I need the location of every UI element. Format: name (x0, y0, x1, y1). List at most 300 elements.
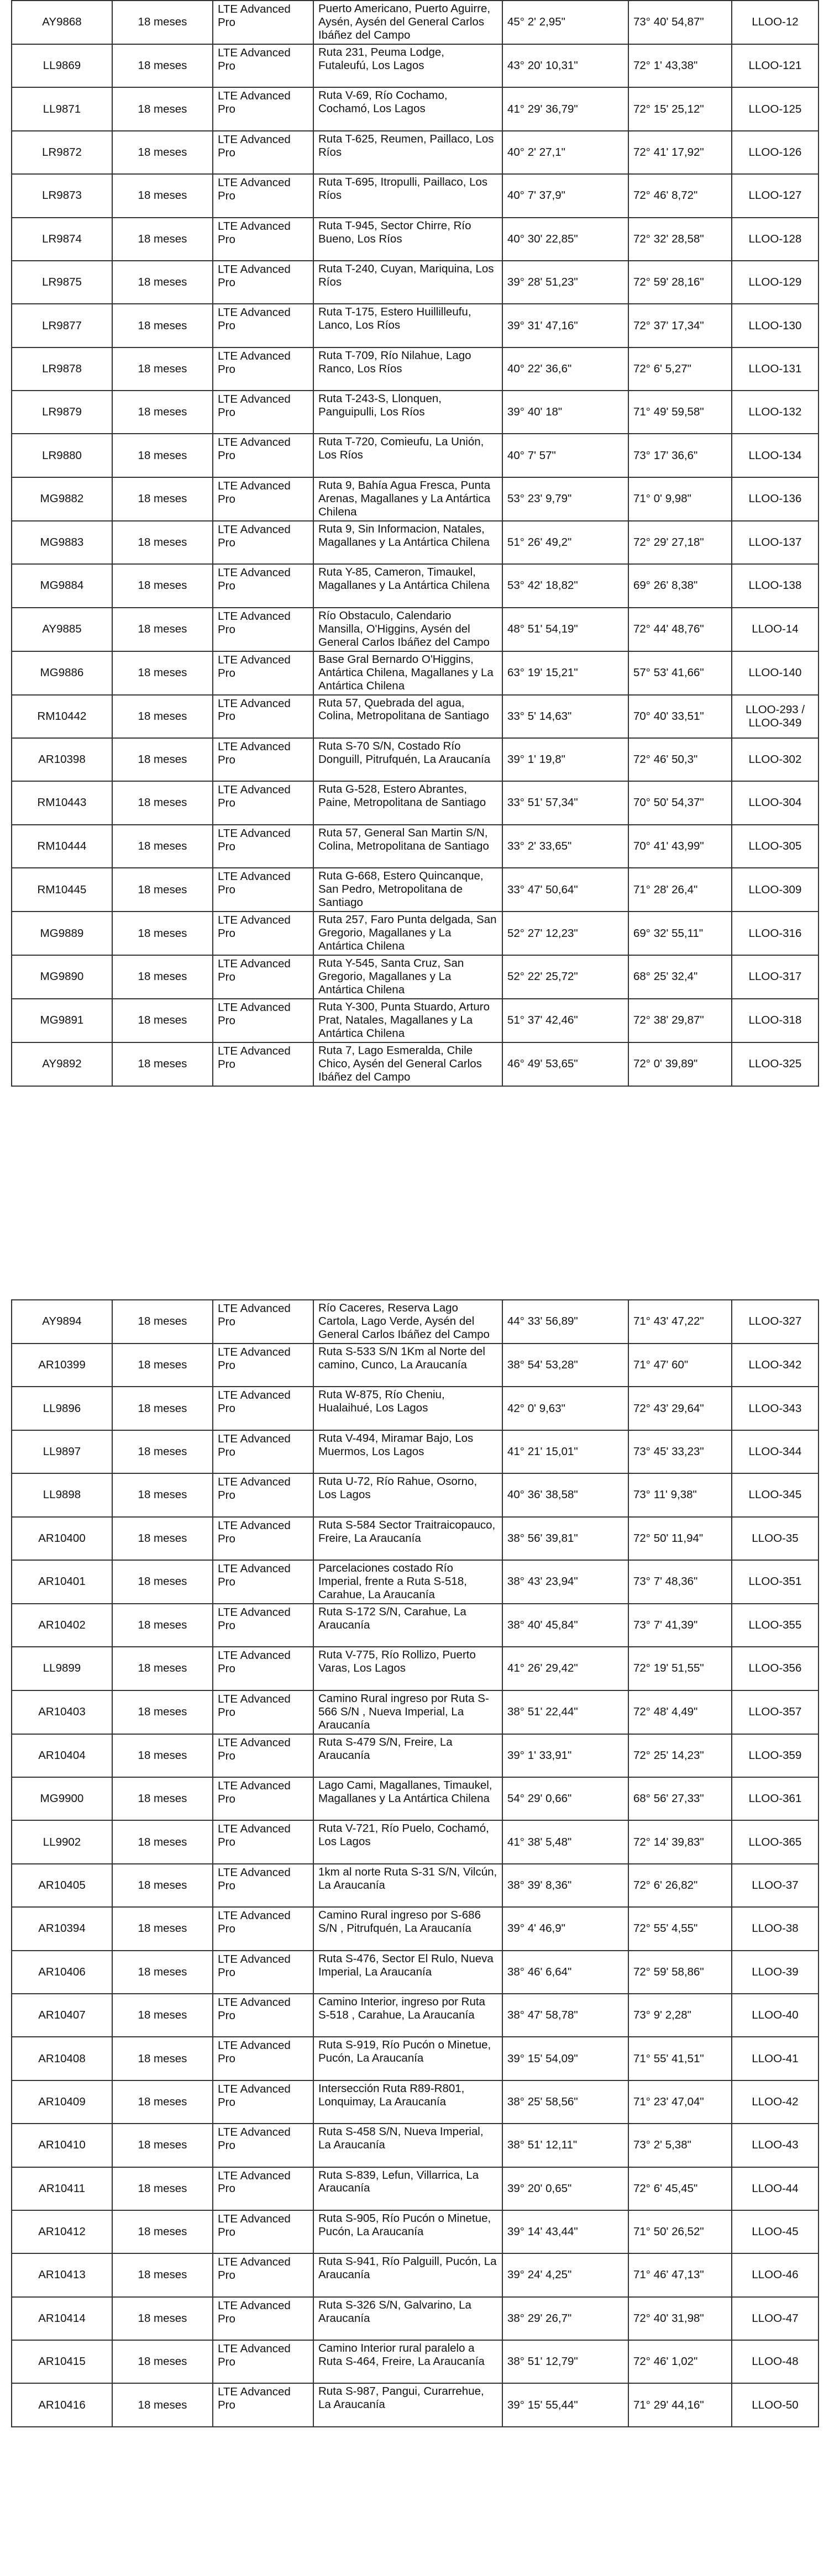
table-row (12, 2297, 818, 2340)
location-cell: Ruta W-875, Río Cheniu, Hualaihué, Los Lagos (313, 1387, 502, 1430)
site-id-cell: RM10442 (12, 695, 112, 738)
site-code-cell: LLOO-43 (732, 2124, 818, 2167)
duration-cell: 18 meses (112, 1951, 213, 1994)
location-cell: Camino Rural ingreso por Ruta S-566 S/N , Nueva Imperial, La Araucanía (313, 1690, 502, 1734)
longitude-cell: 72° 38' 29,87" (628, 999, 732, 1042)
latitude-cell: 39° 40' 18" (502, 391, 628, 434)
latitude-cell: 39° 31' 47,16" (502, 304, 628, 347)
site-code-cell: LLOO-41 (732, 2037, 818, 2080)
latitude-cell: 38° 25' 58,56" (502, 2080, 628, 2124)
table-row (12, 261, 818, 304)
latitude-cell: 39° 15' 54,09" (502, 2037, 628, 2080)
duration-cell: 18 meses (112, 1387, 213, 1430)
table-body (12, 1300, 818, 2427)
technology-cell: LTE Advanced Pro (213, 564, 313, 607)
duration-cell: 18 meses (112, 999, 213, 1042)
site-code-cell: LLOO-359 (732, 1734, 818, 1777)
table-row (12, 1690, 818, 1734)
technology-cell: LTE Advanced Pro (213, 1042, 313, 1086)
latitude-cell: 40° 36' 38,58" (502, 1473, 628, 1516)
technology-cell: LTE Advanced Pro (213, 1300, 313, 1344)
site-code-cell: LLOO-309 (732, 868, 818, 912)
site-code-cell: LLOO-125 (732, 87, 818, 130)
site-id-cell: LR9878 (12, 347, 112, 391)
site-code-cell: LLOO-345 (732, 1473, 818, 1516)
site-code-cell: LLOO-365 (732, 1820, 818, 1863)
technology-cell: LTE Advanced Pro (213, 1820, 313, 1863)
longitude-cell: 72° 37' 17,34" (628, 304, 732, 347)
technology-cell: LTE Advanced Pro (213, 695, 313, 738)
longitude-cell: 72° 46' 50,3" (628, 738, 732, 781)
table-row (12, 87, 818, 130)
site-code-cell: LLOO-316 (732, 912, 818, 955)
location-cell: Ruta T-945, Sector Chirre, Río Bueno, Los Ríos (313, 218, 502, 261)
longitude-cell: 68° 25' 32,4" (628, 955, 732, 999)
duration-cell: 18 meses (112, 1517, 213, 1560)
location-cell: Ruta S-458 S/N, Nueva Imperial, La Araucanía (313, 2124, 502, 2167)
site-id-cell: AR10407 (12, 1994, 112, 2037)
technology-cell: LTE Advanced Pro (213, 999, 313, 1042)
location-cell: Ruta T-243-S, Llonquen, Panguipulli, Los Ríos (313, 391, 502, 434)
site-code-cell: LLOO-40 (732, 1994, 818, 2037)
site-id-cell: AR10412 (12, 2210, 112, 2253)
location-cell: Ruta V-775, Río Rollizo, Puerto Varas, Los Lagos (313, 1647, 502, 1690)
location-cell: Ruta 9, Sin Informacion, Natales, Magallanes y La Antártica Chilena (313, 521, 502, 564)
table-row (12, 131, 818, 174)
duration-cell: 18 meses (112, 44, 213, 87)
duration-cell: 18 meses (112, 825, 213, 868)
table-row (12, 2253, 818, 2296)
table-row (12, 1430, 818, 1473)
location-cell: Ruta T-175, Estero Huillilleufu, Lanco, Los Ríos (313, 304, 502, 347)
site-id-cell: RM10445 (12, 868, 112, 912)
site-id-cell: LR9877 (12, 304, 112, 347)
latitude-cell: 38° 39' 8,36" (502, 1864, 628, 1907)
site-id-cell: AR10403 (12, 1690, 112, 1734)
technology-cell: LTE Advanced Pro (213, 477, 313, 521)
location-cell: Ruta 57, General San Martin S/N, Colina, Metropolitana de Santiago (313, 825, 502, 868)
duration-cell: 18 meses (112, 1777, 213, 1820)
longitude-cell: 73° 7' 48,36" (628, 1560, 732, 1604)
latitude-cell: 46° 49' 53,65" (502, 1042, 628, 1086)
technology-cell: LTE Advanced Pro (213, 131, 313, 174)
latitude-cell: 52° 27' 12,23" (502, 912, 628, 955)
latitude-cell: 38° 51' 12,79" (502, 2340, 628, 2383)
table-row (12, 999, 818, 1042)
latitude-cell: 44° 33' 56,89" (502, 1300, 628, 1344)
duration-cell: 18 meses (112, 1, 213, 44)
location-cell: Parcelaciones costado Río Imperial, frente a Ruta S-518, Carahue, La Araucanía (313, 1560, 502, 1604)
table-row (12, 1300, 818, 1344)
technology-cell: LTE Advanced Pro (213, 1560, 313, 1604)
technology-cell: LTE Advanced Pro (213, 391, 313, 434)
longitude-cell: 70° 50' 54,37" (628, 781, 732, 824)
table-body (12, 1, 818, 1086)
table-row (12, 1820, 818, 1863)
location-cell: Ruta T-709, Río Nilahue, Lago Ranco, Los Ríos (313, 347, 502, 391)
site-code-cell: LLOO-351 (732, 1560, 818, 1604)
location-cell: Ruta Y-300, Punta Stuardo, Arturo Prat, Natales, Magallanes y La Antártica Chilena (313, 999, 502, 1042)
duration-cell: 18 meses (112, 608, 213, 651)
site-id-cell: AR10414 (12, 2297, 112, 2340)
location-cell: Ruta V-494, Miramar Bajo, Los Muermos, Los Lagos (313, 1430, 502, 1473)
site-id-cell: MG9891 (12, 999, 112, 1042)
location-cell: Puerto Americano, Puerto Aguirre, Aysén, Aysén del General Carlos Ibáñez del Campo (313, 1, 502, 44)
location-cell: Ruta 257, Faro Punta delgada, San Gregorio, Magallanes y La Antártica Chilena (313, 912, 502, 955)
site-id-cell: LL9902 (12, 1820, 112, 1863)
table-row (12, 825, 818, 868)
site-code-cell: LLOO-42 (732, 2080, 818, 2124)
site-code-cell: LLOO-47 (732, 2297, 818, 2340)
latitude-cell: 39° 14' 43,44" (502, 2210, 628, 2253)
technology-cell: LTE Advanced Pro (213, 1734, 313, 1777)
table-row (12, 1042, 818, 1086)
longitude-cell: 69° 32' 55,11" (628, 912, 732, 955)
site-code-cell: LLOO-130 (732, 304, 818, 347)
duration-cell: 18 meses (112, 1907, 213, 1950)
table-row (12, 1, 818, 44)
technology-cell: LTE Advanced Pro (213, 738, 313, 781)
site-code-cell: LLOO-136 (732, 477, 818, 521)
duration-cell: 18 meses (112, 781, 213, 824)
site-code-cell: LLOO-343 (732, 1387, 818, 1430)
longitude-cell: 72° 44' 48,76" (628, 608, 732, 651)
longitude-cell: 70° 41' 43,99" (628, 825, 732, 868)
site-id-cell: MG9883 (12, 521, 112, 564)
site-id-cell: MG9886 (12, 651, 112, 695)
latitude-cell: 38° 51' 12,11" (502, 2124, 628, 2167)
longitude-cell: 71° 23' 47,04" (628, 2080, 732, 2124)
site-id-cell: MG9884 (12, 564, 112, 607)
latitude-cell: 39° 15' 55,44" (502, 2383, 628, 2426)
site-id-cell: LR9872 (12, 131, 112, 174)
longitude-cell: 72° 40' 31,98" (628, 2297, 732, 2340)
longitude-cell: 73° 45' 33,23" (628, 1430, 732, 1473)
latitude-cell: 39° 20' 0,65" (502, 2167, 628, 2210)
site-id-cell: AR10400 (12, 1517, 112, 1560)
duration-cell: 18 meses (112, 738, 213, 781)
location-cell: Ruta 7, Lago Esmeralda, Chile Chico, Aysén del General Carlos Ibáñez del Campo (313, 1042, 502, 1086)
longitude-cell: 72° 41' 17,92" (628, 131, 732, 174)
duration-cell: 18 meses (112, 1473, 213, 1516)
duration-cell: 18 meses (112, 2124, 213, 2167)
duration-cell: 18 meses (112, 2340, 213, 2383)
latitude-cell: 63° 19' 15,21" (502, 651, 628, 695)
duration-cell: 18 meses (112, 2037, 213, 2080)
longitude-cell: 57° 53' 41,66" (628, 651, 732, 695)
site-id-cell: MG9890 (12, 955, 112, 999)
technology-cell: LTE Advanced Pro (213, 2340, 313, 2383)
technology-cell: LTE Advanced Pro (213, 2037, 313, 2080)
table-row (12, 1344, 818, 1387)
technology-cell: LTE Advanced Pro (213, 608, 313, 651)
longitude-cell: 72° 25' 14,23" (628, 1734, 732, 1777)
site-code-cell: LLOO-318 (732, 999, 818, 1042)
technology-cell: LTE Advanced Pro (213, 1604, 313, 1647)
longitude-cell: 71° 49' 59,58" (628, 391, 732, 434)
site-id-cell: AR10404 (12, 1734, 112, 1777)
table-row (12, 912, 818, 955)
table-row (12, 391, 818, 434)
technology-cell: LTE Advanced Pro (213, 1951, 313, 1994)
longitude-cell: 73° 40' 54,87" (628, 1, 732, 44)
technology-cell: LTE Advanced Pro (213, 521, 313, 564)
table-row (12, 1517, 818, 1560)
site-id-cell: AY9892 (12, 1042, 112, 1086)
latitude-cell: 53° 42' 18,82" (502, 564, 628, 607)
location-cell: Ruta T-240, Cuyan, Mariquina, Los Ríos (313, 261, 502, 304)
technology-cell: LTE Advanced Pro (213, 1994, 313, 2037)
longitude-cell: 72° 59' 58,86" (628, 1951, 732, 1994)
technology-cell: LTE Advanced Pro (213, 2167, 313, 2210)
site-code-cell: LLOO-48 (732, 2340, 818, 2383)
technology-cell: LTE Advanced Pro (213, 1430, 313, 1473)
latitude-cell: 40° 7' 57" (502, 434, 628, 477)
duration-cell: 18 meses (112, 2383, 213, 2426)
location-cell: Ruta V-721, Río Puelo, Cochamó, Los Lagos (313, 1820, 502, 1863)
technology-cell: LTE Advanced Pro (213, 434, 313, 477)
location-cell: Ruta 57, Quebrada del agua, Colina, Metropolitana de Santiago (313, 695, 502, 738)
technology-cell: LTE Advanced Pro (213, 1387, 313, 1430)
longitude-cell: 73° 17' 36,6" (628, 434, 732, 477)
longitude-cell: 72° 32' 28,58" (628, 218, 732, 261)
table-row (12, 1560, 818, 1604)
table-row (12, 1473, 818, 1516)
site-code-cell: LLOO-39 (732, 1951, 818, 1994)
location-cell: Río Caceres, Reserva Lago Cartola, Lago Verde, Aysén del General Carlos Ibáñez del Campo (313, 1300, 502, 1344)
site-code-cell: LLOO-293 / LLOO-349 (732, 695, 818, 738)
site-id-cell: LL9898 (12, 1473, 112, 1516)
technology-cell: LTE Advanced Pro (213, 1690, 313, 1734)
duration-cell: 18 meses (112, 87, 213, 130)
latitude-cell: 33° 47' 50,64" (502, 868, 628, 912)
duration-cell: 18 meses (112, 1430, 213, 1473)
longitude-cell: 71° 47' 60" (628, 1344, 732, 1387)
table-row (12, 434, 818, 477)
latitude-cell: 45° 2' 2,95" (502, 1, 628, 44)
duration-cell: 18 meses (112, 2297, 213, 2340)
site-code-cell: LLOO-137 (732, 521, 818, 564)
site-code-cell: LLOO-14 (732, 608, 818, 651)
latitude-cell: 40° 22' 36,6" (502, 347, 628, 391)
location-cell: Ruta S-839, Lefun, Villarrica, La Araucanía (313, 2167, 502, 2210)
location-cell: Ruta S-584 Sector Traitraicopauco, Freire, La Araucanía (313, 1517, 502, 1560)
longitude-cell: 72° 0' 39,89" (628, 1042, 732, 1086)
site-id-cell: RM10443 (12, 781, 112, 824)
table-row (12, 1604, 818, 1647)
location-cell: Ruta S-479 S/N, Freire, La Araucanía (313, 1734, 502, 1777)
location-cell: Ruta T-720, Comieufu, La Unión, Los Ríos (313, 434, 502, 477)
location-cell: Ruta S-326 S/N, Galvarino, La Araucanía (313, 2297, 502, 2340)
table-row (12, 738, 818, 781)
technology-cell: LTE Advanced Pro (213, 347, 313, 391)
location-cell: Lago Cami, Magallanes, Timaukel, Magallanes y La Antártica Chilena (313, 1777, 502, 1820)
site-id-cell: AR10402 (12, 1604, 112, 1647)
site-id-cell: AR10411 (12, 2167, 112, 2210)
location-cell: Ruta S-533 S/N 1Km al Norte del camino, Cunco, La Araucanía (313, 1344, 502, 1387)
location-cell: Camino Interior rural paralelo a Ruta S-464, Freire, La Araucanía (313, 2340, 502, 2383)
site-code-cell: LLOO-344 (732, 1430, 818, 1473)
longitude-cell: 72° 6' 5,27" (628, 347, 732, 391)
site-id-cell: LR9875 (12, 261, 112, 304)
site-id-cell: LL9869 (12, 44, 112, 87)
site-code-cell: LLOO-121 (732, 44, 818, 87)
site-code-cell: LLOO-304 (732, 781, 818, 824)
technology-cell: LTE Advanced Pro (213, 44, 313, 87)
location-cell: Ruta S-70 S/N, Costado Río Donguill, Pitrufquén, La Araucanía (313, 738, 502, 781)
technology-cell: LTE Advanced Pro (213, 912, 313, 955)
latitude-cell: 42° 0' 9,63" (502, 1387, 628, 1430)
location-cell: Río Obstaculo, Calendario Mansilla, O'Higgins, Aysén del General Carlos Ibáñez del Campo (313, 608, 502, 651)
table-row (12, 304, 818, 347)
site-id-cell: MG9889 (12, 912, 112, 955)
duration-cell: 18 meses (112, 1690, 213, 1734)
latitude-cell: 38° 47' 58,78" (502, 1994, 628, 2037)
latitude-cell: 41° 38' 5,48" (502, 1820, 628, 1863)
location-cell: Camino Rural ingreso por S-686 S/N , Pitrufquén, La Araucanía (313, 1907, 502, 1950)
duration-cell: 18 meses (112, 1042, 213, 1086)
longitude-cell: 71° 0' 9,98" (628, 477, 732, 521)
duration-cell: 18 meses (112, 131, 213, 174)
table-row (12, 1734, 818, 1777)
technology-cell: LTE Advanced Pro (213, 218, 313, 261)
technology-cell: LTE Advanced Pro (213, 1907, 313, 1950)
site-id-cell: AY9885 (12, 608, 112, 651)
site-code-cell: LLOO-325 (732, 1042, 818, 1086)
site-code-cell: LLOO-305 (732, 825, 818, 868)
site-id-cell: AR10413 (12, 2253, 112, 2296)
site-code-cell: LLOO-302 (732, 738, 818, 781)
site-code-cell: LLOO-12 (732, 1, 818, 44)
site-id-cell: AR10409 (12, 2080, 112, 2124)
longitude-cell: 72° 14' 39,83" (628, 1820, 732, 1863)
table-row (12, 781, 818, 824)
location-cell: Ruta 9, Bahía Agua Fresca, Punta Arenas, Magallanes y La Antártica Chilena (313, 477, 502, 521)
site-id-cell: AY9894 (12, 1300, 112, 1344)
longitude-cell: 72° 55' 4,55" (628, 1907, 732, 1950)
duration-cell: 18 meses (112, 347, 213, 391)
table-row (12, 2037, 818, 2080)
site-code-cell: LLOO-134 (732, 434, 818, 477)
technology-cell: LTE Advanced Pro (213, 2383, 313, 2426)
table-row (12, 2167, 818, 2210)
duration-cell: 18 meses (112, 261, 213, 304)
latitude-cell: 38° 43' 23,94" (502, 1560, 628, 1604)
technology-cell: LTE Advanced Pro (213, 2297, 313, 2340)
site-id-cell: AR10399 (12, 1344, 112, 1387)
site-code-cell: LLOO-140 (732, 651, 818, 695)
latitude-cell: 40° 30' 22,85" (502, 218, 628, 261)
site-id-cell: LL9897 (12, 1430, 112, 1473)
table-row (12, 2340, 818, 2383)
sites-table-bottom (11, 1299, 819, 2427)
longitude-cell: 71° 29' 44,16" (628, 2383, 732, 2426)
latitude-cell: 33° 2' 33,65" (502, 825, 628, 868)
site-id-cell: AR10394 (12, 1907, 112, 1950)
duration-cell: 18 meses (112, 695, 213, 738)
site-id-cell: RM10444 (12, 825, 112, 868)
table-row (12, 2124, 818, 2167)
latitude-cell: 41° 29' 36,79" (502, 87, 628, 130)
site-id-cell: AR10405 (12, 1864, 112, 1907)
site-code-cell: LLOO-37 (732, 1864, 818, 1907)
sites-table-top (11, 0, 819, 1087)
location-cell: Ruta T-695, Itropulli, Paillaco, Los Ríos (313, 174, 502, 217)
duration-cell: 18 meses (112, 1994, 213, 2037)
longitude-cell: 72° 48' 4,49" (628, 1690, 732, 1734)
duration-cell: 18 meses (112, 1864, 213, 1907)
site-id-cell: AR10401 (12, 1560, 112, 1604)
location-cell: Ruta 231, Peuma Lodge, Futaleufú, Los Lagos (313, 44, 502, 87)
site-id-cell: LL9871 (12, 87, 112, 130)
duration-cell: 18 meses (112, 434, 213, 477)
duration-cell: 18 meses (112, 521, 213, 564)
technology-cell: LTE Advanced Pro (213, 1, 313, 44)
longitude-cell: 72° 50' 11,94" (628, 1517, 732, 1560)
site-id-cell: LL9896 (12, 1387, 112, 1430)
table-row (12, 651, 818, 695)
technology-cell: LTE Advanced Pro (213, 2210, 313, 2253)
technology-cell: LTE Advanced Pro (213, 1647, 313, 1690)
technology-cell: LTE Advanced Pro (213, 1344, 313, 1387)
longitude-cell: 71° 55' 41,51" (628, 2037, 732, 2080)
location-cell: Ruta S-476, Sector El Rulo, Nueva Imperial, La Araucanía (313, 1951, 502, 1994)
duration-cell: 18 meses (112, 955, 213, 999)
latitude-cell: 38° 54' 53,28" (502, 1344, 628, 1387)
location-cell: Ruta S-905, Río Pucón o Minetue, Pucón, La Araucanía (313, 2210, 502, 2253)
site-code-cell: LLOO-128 (732, 218, 818, 261)
site-code-cell: LLOO-355 (732, 1604, 818, 1647)
latitude-cell: 40° 7' 37,9" (502, 174, 628, 217)
duration-cell: 18 meses (112, 2167, 213, 2210)
site-code-cell: LLOO-138 (732, 564, 818, 607)
location-cell: Ruta Y-545, Santa Cruz, San Gregorio, Magallanes y La Antártica Chilena (313, 955, 502, 999)
technology-cell: LTE Advanced Pro (213, 868, 313, 912)
technology-cell: LTE Advanced Pro (213, 2253, 313, 2296)
table-row (12, 2383, 818, 2426)
site-code-cell: LLOO-131 (732, 347, 818, 391)
longitude-cell: 72° 43' 29,64" (628, 1387, 732, 1430)
longitude-cell: 68° 56' 27,33" (628, 1777, 732, 1820)
site-id-cell: AR10408 (12, 2037, 112, 2080)
longitude-cell: 70° 40' 33,51" (628, 695, 732, 738)
latitude-cell: 39° 1' 19,8" (502, 738, 628, 781)
technology-cell: LTE Advanced Pro (213, 2080, 313, 2124)
latitude-cell: 38° 51' 22,44" (502, 1690, 628, 1734)
duration-cell: 18 meses (112, 2210, 213, 2253)
site-id-cell: MG9882 (12, 477, 112, 521)
location-cell: Ruta G-528, Estero Abrantes, Paine, Metropolitana de Santiago (313, 781, 502, 824)
longitude-cell: 71° 28' 26,4" (628, 868, 732, 912)
latitude-cell: 39° 4' 46,9" (502, 1907, 628, 1950)
site-id-cell: AR10416 (12, 2383, 112, 2426)
duration-cell: 18 meses (112, 564, 213, 607)
table-row (12, 2210, 818, 2253)
longitude-cell: 69° 26' 8,38" (628, 564, 732, 607)
duration-cell: 18 meses (112, 1344, 213, 1387)
site-id-cell: LR9873 (12, 174, 112, 217)
duration-cell: 18 meses (112, 2080, 213, 2124)
site-code-cell: LLOO-44 (732, 2167, 818, 2210)
duration-cell: 18 meses (112, 174, 213, 217)
longitude-cell: 72° 15' 25,12" (628, 87, 732, 130)
table-row (12, 521, 818, 564)
latitude-cell: 38° 40' 45,84" (502, 1604, 628, 1647)
technology-cell: LTE Advanced Pro (213, 955, 313, 999)
duration-cell: 18 meses (112, 1560, 213, 1604)
duration-cell: 18 meses (112, 391, 213, 434)
technology-cell: LTE Advanced Pro (213, 825, 313, 868)
